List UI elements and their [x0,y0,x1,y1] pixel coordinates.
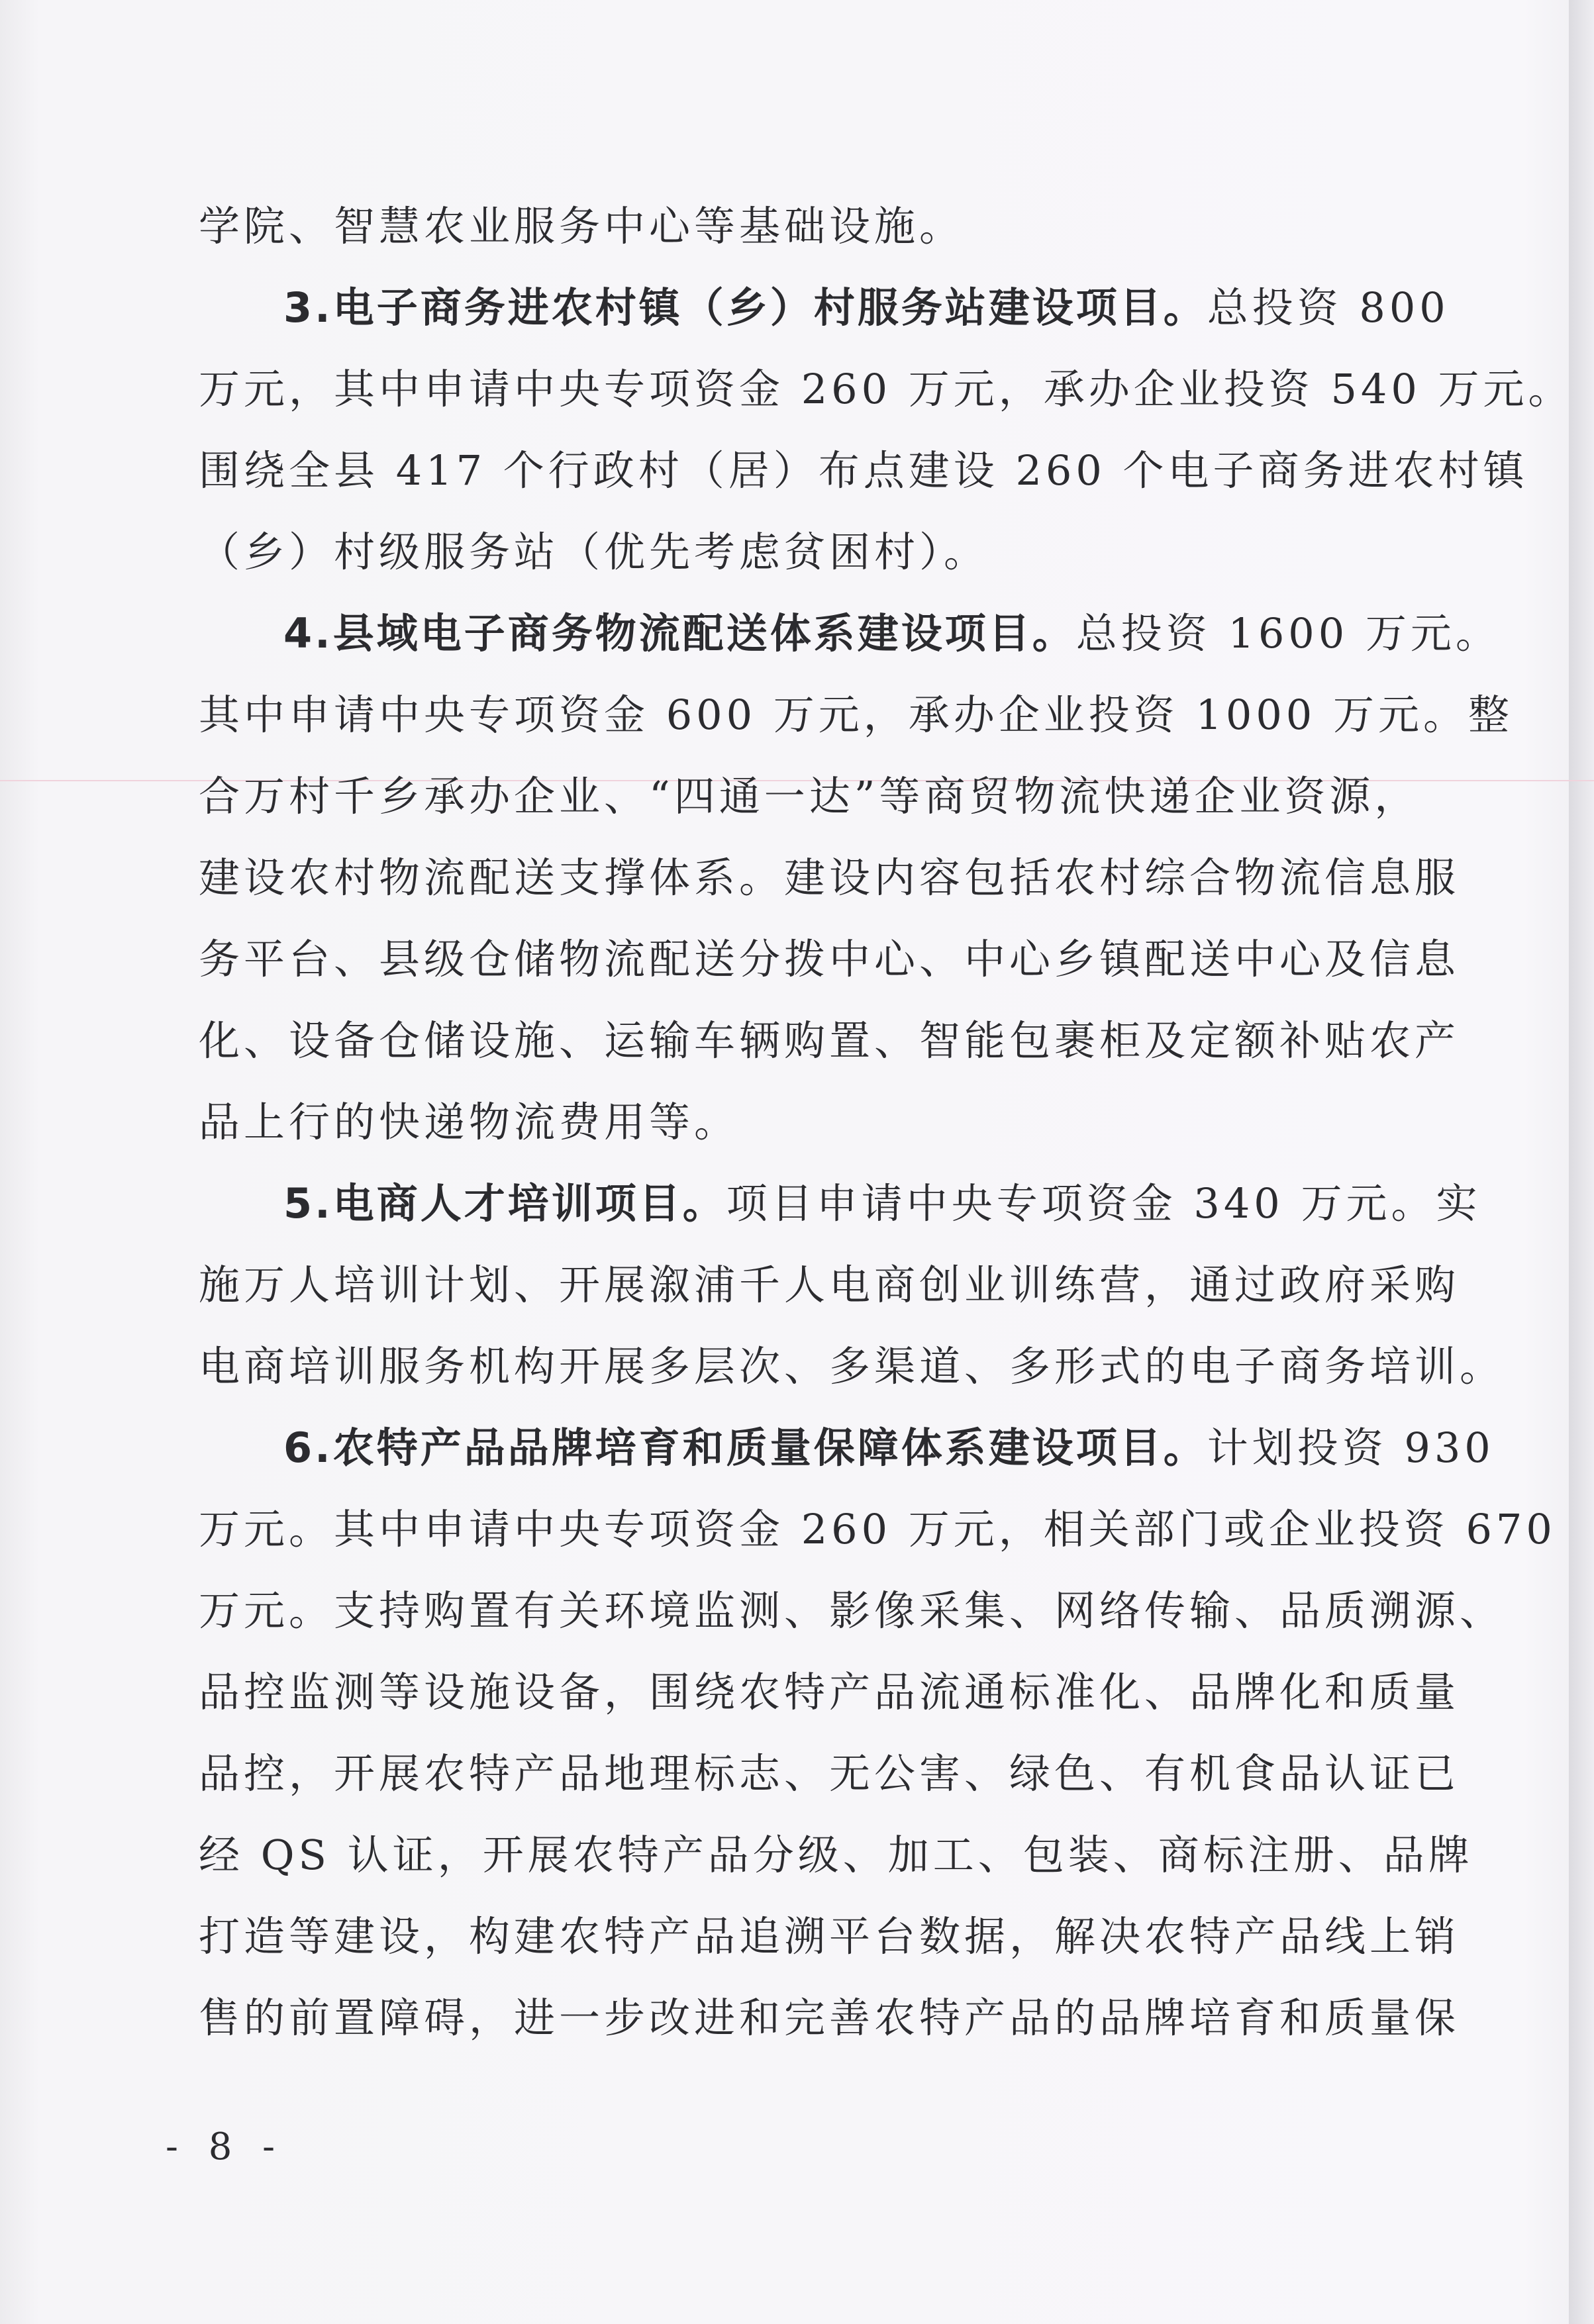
text-line: 万元。其中申请中央专项资金 260 万元，相关部门或企业投资 670 [199,1505,1556,1553]
text-line: 品上行的快递物流费用等。 [199,1098,740,1146]
text-line: 学院、智慧农业服务中心等基础设施。 [199,202,965,250]
text-line: 打造等建设，构建农特产品追溯平台数据，解决农特产品线上销 [199,1912,1460,1961]
item-heading: 4.县域电子商务物流配送体系建设项目。 [283,609,1076,657]
text-line: 其中申请中央专项资金 600 万元，承办企业投资 1000 万元。整 [199,691,1513,739]
text-line: 务平台、县级仓储物流配送分拨中心、中心乡镇配送中心及信息 [199,935,1460,983]
text-line: 品控监测等设施设备，围绕农特产品流通标准化、品牌化和质量 [199,1668,1460,1716]
paragraph-heading-line: 5.电商人才培训项目。项目申请中央专项资金 340 万元。实 [283,1179,1481,1228]
item-heading: 5.电商人才培训项目。 [283,1179,726,1228]
paragraph-heading-line: 6.农特产品品牌培育和质量保障体系建设项目。计划投资 930 [283,1424,1495,1472]
paragraph-heading-line: 4.县域电子商务物流配送体系建设项目。总投资 1600 万元。 [283,609,1501,657]
document-body [199,185,1573,2058]
item-heading: 6.农特产品品牌培育和质量保障体系建设项目。 [283,1424,1207,1472]
text-line: （乡）村级服务站（优先考虑贫困村）。 [199,528,989,576]
text-line: 施万人培训计划、开展溆浦千人电商创业训练营，通过政府采购 [199,1261,1460,1309]
text-line: 建设农村物流配送支撑体系。建设内容包括农村综合物流信息服 [199,853,1460,902]
text-line: 化、设备仓储设施、运输车辆购置、智能包裹柜及定额补贴农产 [199,1016,1460,1065]
text-line: 品控，开展农特产品地理标志、无公害、绿色、有机食品认证已 [199,1749,1460,1798]
text-line: 经 QS 认证，开展农特产品分级、加工、包装、商标注册、品牌 [199,1831,1473,1879]
paragraph-heading-line: 3.电子商务进农村镇（乡）村服务站建设项目。总投资 800 [283,283,1450,332]
item-heading: 3.电子商务进农村镇（乡）村服务站建设项目。 [283,283,1207,332]
text-line: 围绕全县 417 个行政村（居）布点建设 260 个电子商务进农村镇 [199,446,1528,495]
text-line: 万元，其中申请中央专项资金 260 万元，承办企业投资 540 万元。 [199,365,1573,413]
text-line: 电商培训服务机构开展多层次、多渠道、多形式的电子商务培训。 [199,1342,1505,1390]
text-line: 合万村千乡承办企业、“四通一达”等商贸物流快递企业资源， [199,772,1420,820]
text-line: 售的前置障碍，进一步改进和完善农特产品的品牌培育和质量保 [199,1994,1460,2042]
page-number: - 8 - [166,2125,285,2168]
text-line: 万元。支持购置有关环境监测、影像采集、网络传输、品质溯源、 [199,1586,1505,1635]
page-edge-shadow [1569,0,1594,2324]
